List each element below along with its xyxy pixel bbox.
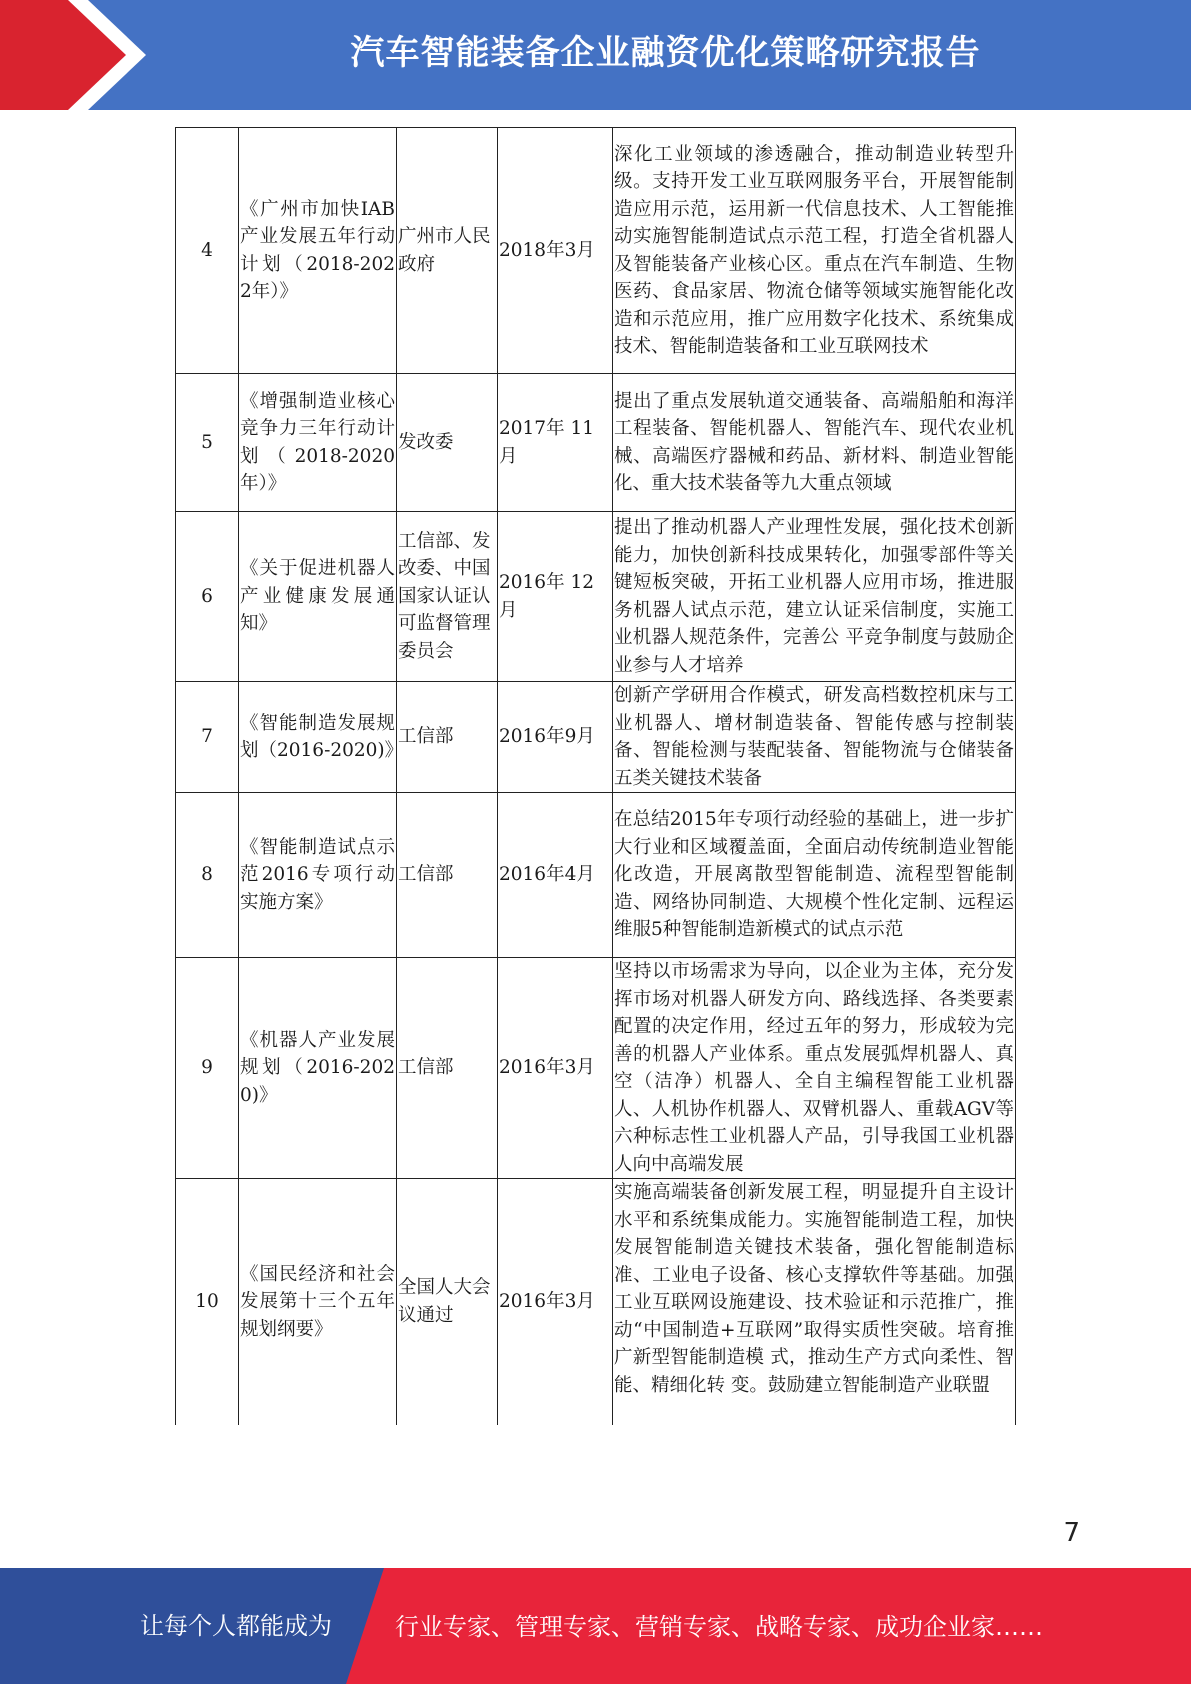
policy-content: 在总结2015年专项行动经验的基础上，进一步扩大行业和区域覆盖面，全面启动传统制造业智能化改造，开展离散型智能制造、流程型智能制造、网络协同制造、大规模个性化定制、远程运维服5种智能制造新模式的试点示范	[613, 793, 1016, 958]
row-number: 9	[176, 958, 239, 1179]
issue-date: 2017年 11月	[498, 374, 613, 512]
policy-name: 《机器人产业发展规划（2016-2020)》	[239, 958, 397, 1179]
footer-slogan-left: 让每个人都能成为	[140, 1612, 332, 1640]
table-row	[176, 128, 1016, 374]
table-row	[176, 958, 1016, 1179]
policy-content: 提出了重点发展轨道交通装备、高端船舶和海洋工程装备、智能机器人、智能汽车、现代农业机械、高端医疗器械和药品、新材料、制造业智能化、重大技术装备等九大重点领域	[613, 374, 1016, 512]
issuing-org: 工信部	[397, 793, 498, 958]
table-row	[176, 1179, 1016, 1425]
issuing-org: 工信部	[397, 682, 498, 793]
policy-content: 坚持以市场需求为导向，以企业为主体，充分发挥市场对机器人研发方向、路线选择、各类要素配置的决定作用，经过五年的努力，形成较为完善的机器人产业体系。重点发展弧焊机器人、真空（洁净）机器人、全自主编程智能工业机器人、人机协作机器人、双臂机器人、重载AGV等六种标志性工业机器人产品，引导我国工业机器人向中高端发展	[613, 958, 1016, 1179]
issuing-org: 发改委	[397, 374, 498, 512]
table-row	[176, 512, 1016, 682]
table-row	[176, 374, 1016, 512]
policy-content: 提出了推动机器人产业理性发展，强化技术创新能力，加快创新科技成果转化，加强零部件等关键短板突破，开拓工业机器人应用市场，推进服务机器人试点示范，建立认证采信制度，实施工业机器人规范条件，完善公 平竞争制度与鼓励企业参与人才培养	[613, 512, 1016, 682]
policy-content: 深化工业领域的渗透融合，推动制造业转型升级。支持开发工业互联网服务平台，开展智能制造应用示范，运用新一代信息技术、人工智能推动实施智能制造试点示范工程，打造全省机器人及智能装备产业核心区。重点在汽车制造、生物医药、食品家居、物流仓储等领域实施智能化改造和示范应用，推广应用数字化技术、系统集成技术、智能制造装备和工业互联网技术	[613, 128, 1016, 374]
issue-date: 2016年 12月	[498, 512, 613, 682]
table-row	[176, 682, 1016, 793]
policy-content: 实施高端装备创新发展工程，明显提升自主设计水平和系统集成能力。实施智能制造工程，加快发展智能制造关键技术装备，强化智能制造标准、工业电子设备、核心支撑软件等基础。加强工业互联网设施建设、技术验证和示范推广，推动“中国制造+互联网”取得实质性突破。培育推广新型智能制造模 式，推动生产方式向柔性、智能、精细化转 变。鼓励建立智能制造产业联盟	[613, 1179, 1016, 1425]
policy-name: 《广州市加快IAB产业发展五年行动计划（2018-2022年）》	[239, 128, 397, 374]
report-title: 汽车智能装备企业融资优化策略研究报告	[350, 33, 981, 73]
issue-date: 2016年4月	[498, 793, 613, 958]
page-footer	[0, 1568, 1191, 1684]
issue-date: 2016年3月	[498, 958, 613, 1179]
row-number: 8	[176, 793, 239, 958]
issue-date: 2018年3月	[498, 128, 613, 374]
issuing-org: 全国人大会议通过	[397, 1179, 498, 1425]
table-row	[176, 793, 1016, 958]
issuing-org: 工信部、发改委、中国国家认证认可监督管理委员会	[397, 512, 498, 682]
row-number: 5	[176, 374, 239, 512]
policy-name: 《关于促进机器人产业健康发展通知》	[239, 512, 397, 682]
row-number: 6	[176, 512, 239, 682]
issue-date: 2016年9月	[498, 682, 613, 793]
policy-name: 《智能制造试点示范2016专项行动实施方案》	[239, 793, 397, 958]
page-number: 7	[1063, 1518, 1080, 1548]
issuing-org: 广州市人民政府	[397, 128, 498, 374]
issue-date: 2016年3月	[498, 1179, 613, 1425]
policy-name: 《国民经济和社会发展第十三个五年规划纲要》	[239, 1179, 397, 1425]
footer-slogan-right: 行业专家、管理专家、营销专家、战略专家、成功企业家……	[395, 1613, 1043, 1641]
header-arrow-decoration	[0, 0, 150, 110]
row-number: 7	[176, 682, 239, 793]
row-number: 4	[176, 128, 239, 374]
policy-table	[175, 127, 1016, 1425]
page-header	[0, 0, 1191, 110]
policy-name: 《增强制造业核心竞争力三年行动计划（2018-2020年）》	[239, 374, 397, 512]
policy-name: 《智能制造发展规划（2016-2020)》	[239, 682, 397, 793]
policy-content: 创新产学研用合作模式，研发高档数控机床与工业机器人、增材制造装备、智能传感与控制装备、智能检测与装配装备、智能物流与仓储装备五类关键技术装备	[613, 682, 1016, 793]
row-number: 10	[176, 1179, 239, 1425]
issuing-org: 工信部	[397, 958, 498, 1179]
